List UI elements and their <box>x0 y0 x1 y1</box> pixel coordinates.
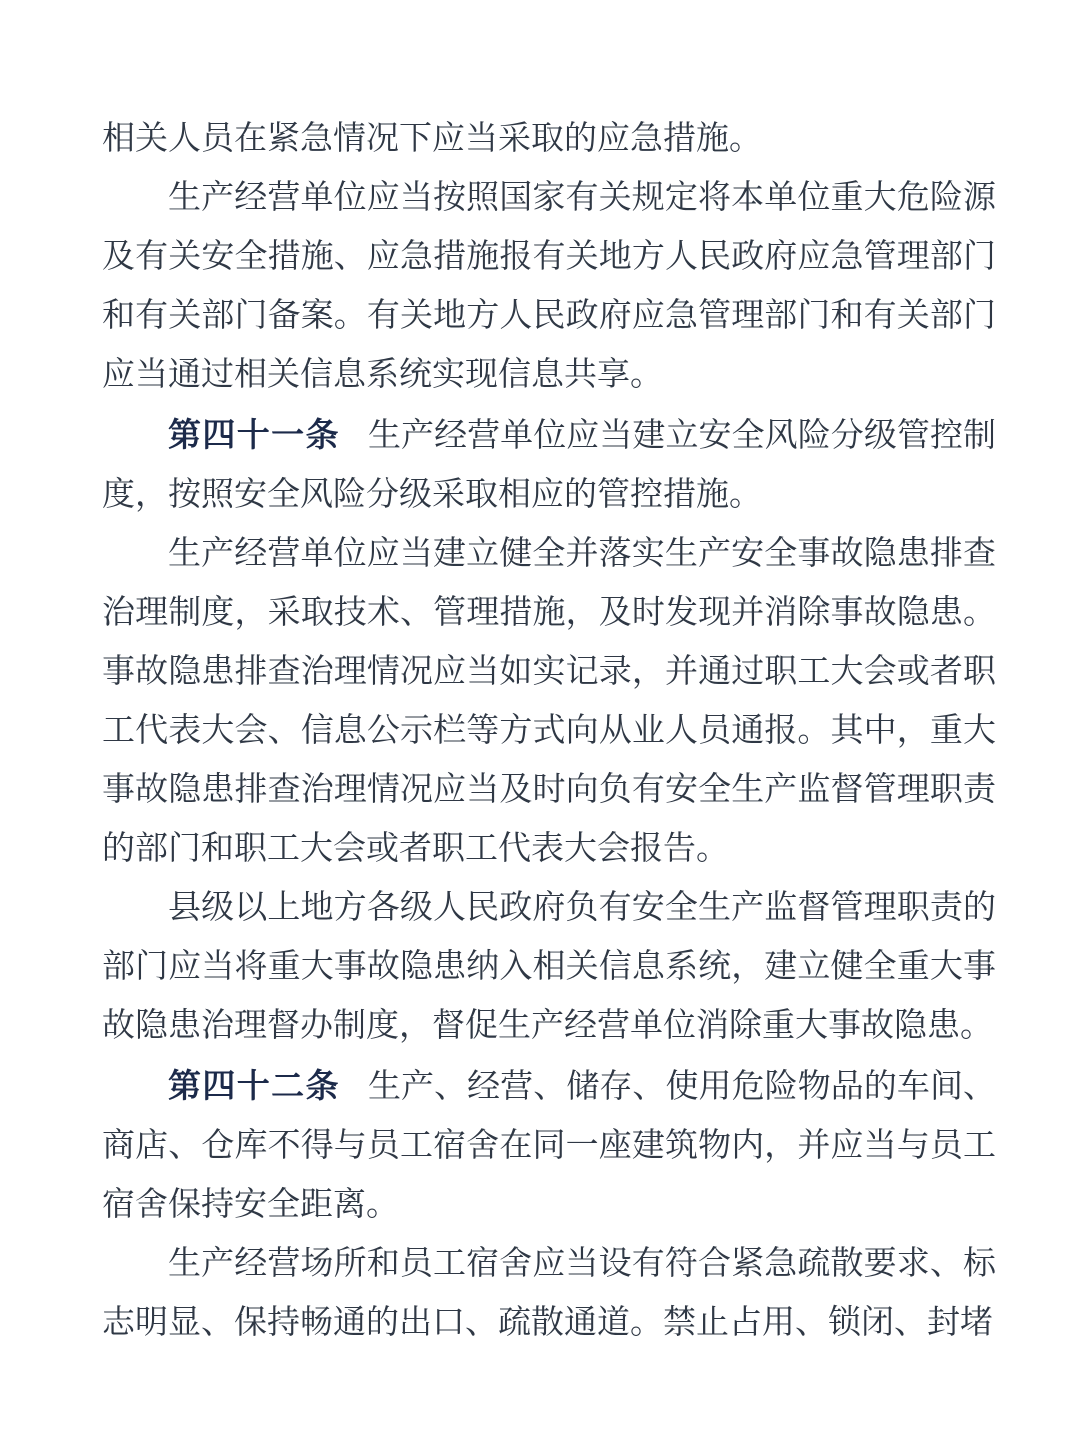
paragraph-text: 生产经营单位应当建立健全并落实生产安全事故隐患排查治理制度，采取技术、管理措施，及时发现并消除事故隐患。事故隐患排查治理情况应当如实记录，并通过职工大会或者职工代表大会、信息公示栏等方式向从业人员通报。其中，重大事故隐患排查治理情况应当及时向负有安全生产监督管理职责的部门和职工大会或者职工代表大会报告。 <box>102 536 996 867</box>
paragraph-filing-requirements <box>102 169 996 405</box>
paragraph-evacuation-exits <box>102 1235 996 1353</box>
article-42-number: 第四十二条 <box>168 1067 340 1104</box>
paragraph-text: 县级以上地方各级人民政府负有安全生产监督管理职责的部门应当将重大事故隐患纳入相关信息系统，建立健全重大事故隐患治理督办制度，督促生产经营单位消除重大事故隐患。 <box>102 890 996 1044</box>
article-41-number: 第四十一条 <box>168 416 340 453</box>
law-text-block <box>102 110 996 1353</box>
paragraph-hazard-investigation <box>102 525 996 879</box>
paragraph-text: 生产经营单位应当建立安全风险分级管控制度，按照安全风险分级采取相应的管控措施。 <box>102 418 997 513</box>
paragraph-article-41 <box>102 405 996 525</box>
paragraph-continuation <box>102 110 996 169</box>
paragraph-government-supervision <box>102 879 996 1056</box>
paragraph-text: 生产经营单位应当按照国家有关规定将本单位重大危险源及有关安全措施、应急措施报有关地方人民政府应急管理部门和有关部门备案。有关地方人民政府应急管理部门和有关部门应当通过相关信息系统实现信息共享。 <box>102 180 996 393</box>
paragraph-text: 生产经营场所和员工宿舍应当设有符合紧急疏散要求、标志明显、保持畅通的出口、疏散通道。禁止占用、锁闭、封堵 <box>102 1246 996 1341</box>
paragraph-article-42 <box>102 1056 996 1235</box>
paragraph-text: 生产、经营、储存、使用危险物品的车间、商店、仓库不得与员工宿舍在同一座建筑物内，并应当与员工宿舍保持安全距离。 <box>102 1069 997 1223</box>
paragraph-text: 相关人员在紧急情况下应当采取的应急措施。 <box>102 121 762 157</box>
